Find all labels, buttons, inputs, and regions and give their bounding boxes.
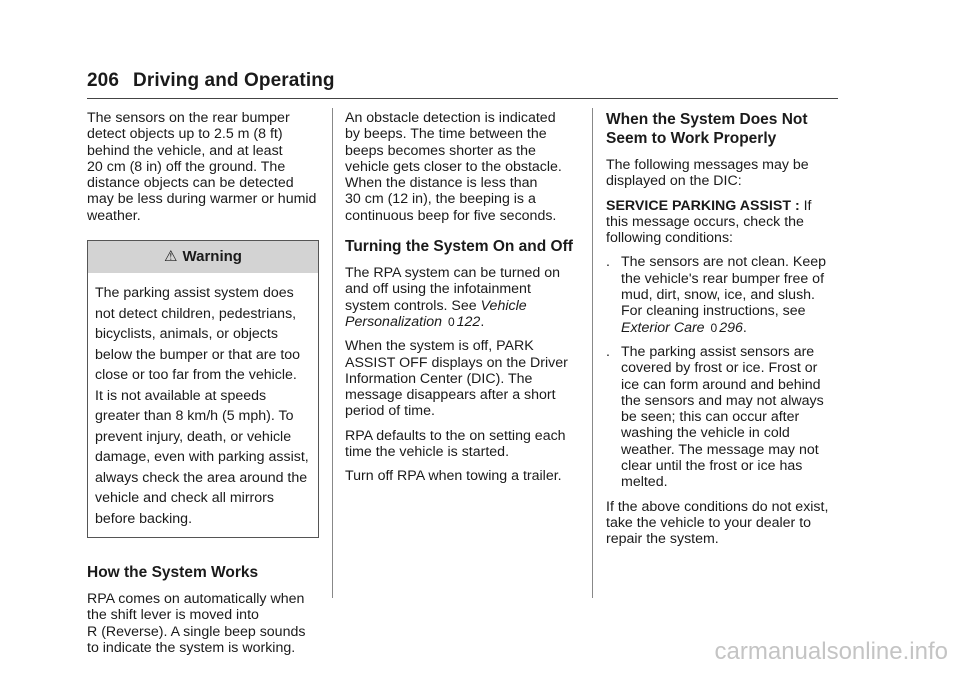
column-2	[345, 110, 578, 493]
turning-paragraph: The RPA system can be turned on and off using the infotainment system controls. See Vehicle Personalization 0 122.	[345, 265, 561, 330]
dic-message-label: SERVICE PARKING ASSIST :	[606, 197, 800, 214]
column-divider	[592, 108, 593, 598]
page-reference-number[interactable]: 296	[719, 319, 743, 336]
off-paragraph: When the system is off, PARK ASSIST OFF displays on the Driver Information Center (DIC). The message disappears after a short period of time.	[345, 338, 568, 420]
cross-reference-link[interactable]: Vehicle	[480, 297, 527, 314]
obstacle-paragraph: An obstacle detection is indicated by beeps. The time between the beeps becomes shorter as the vehicle gets closer to the obstacle. When the distance is less than 30 cm (12 in), the beeping is a continuous beep for five seconds.	[345, 110, 562, 224]
header-rule	[87, 98, 838, 99]
towing-paragraph: Turn off RPA when towing a trailer.	[345, 468, 562, 485]
how-paragraph: RPA comes on automatically when the shift lever is moved into R (Reverse). A single beep sounds to indicate the system is working.	[87, 591, 306, 656]
page-header	[87, 70, 335, 92]
page-reference-icon: 0	[710, 320, 718, 335]
warning-text: The parking assist system does not detect children, pedestrians, bicyclists, animals, or objects below the bumper or that are too close or too far from the vehicle. It is not available at speeds greater than 8 km/h (5 mph). To prevent injury, death, or vehicle damage, even with parking assist, always check the area around the vehicle and check all mirrors before backing.	[95, 285, 309, 527]
section-title: Driving and Operating	[133, 70, 335, 91]
section-heading: When the System Does Not Seem to Work Properly	[606, 111, 808, 147]
warning-triangle-icon: ⚠	[164, 248, 178, 266]
cross-reference-link[interactable]: Personalization	[345, 313, 443, 330]
warning-box	[87, 240, 319, 538]
page-reference-icon: 0	[447, 314, 455, 329]
warning-header	[88, 241, 318, 273]
messages-paragraph: The following messages may be displayed on the DIC:	[606, 157, 809, 190]
list-item: . The sensors are not clean. Keep the vehicle's rear bumper free of mud, dirt, snow, ice, and slush. For cleaning instructions, see Exterior Care 0 296.	[606, 254, 827, 336]
bullet-icon: .	[606, 254, 610, 271]
section-heading: How the System Works	[87, 564, 259, 582]
intro-paragraph: The sensors on the rear bumper detect objects up to 2.5 m (8 ft) behind the vehicle, and at least 20 cm (8 in) off the ground. The distance objects can be detected may be less during warmer or humid weather.	[87, 110, 317, 224]
column-3	[606, 110, 841, 556]
page-reference-number[interactable]: 122	[456, 313, 481, 330]
watermark: carmanualsonline.info	[714, 638, 948, 665]
bullet-icon: .	[606, 343, 610, 360]
service-paragraph: SERVICE PARKING ASSIST : If this message occurs, check the following conditions:	[606, 197, 812, 247]
list-item: . The parking assist sensors are covered by frost or ice. Frost or ice can form around and behind the sensors and may not always be seen; this can occur after washing the vehicle in cold weather. The message may not clear until the frost or ice has melted.	[606, 343, 824, 491]
page-number: 206	[87, 70, 120, 91]
cross-reference-link[interactable]: Exterior Care	[621, 319, 705, 336]
section-heading: Turning the System On and Off	[345, 238, 573, 256]
defaults-paragraph: RPA defaults to the on setting each time the vehicle is started.	[345, 427, 566, 461]
closing-paragraph: If the above conditions do not exist, take the vehicle to your dealer to repair the system.	[606, 498, 829, 548]
warning-title: Warning	[182, 248, 242, 266]
column-1	[87, 110, 325, 664]
column-divider	[332, 108, 333, 598]
